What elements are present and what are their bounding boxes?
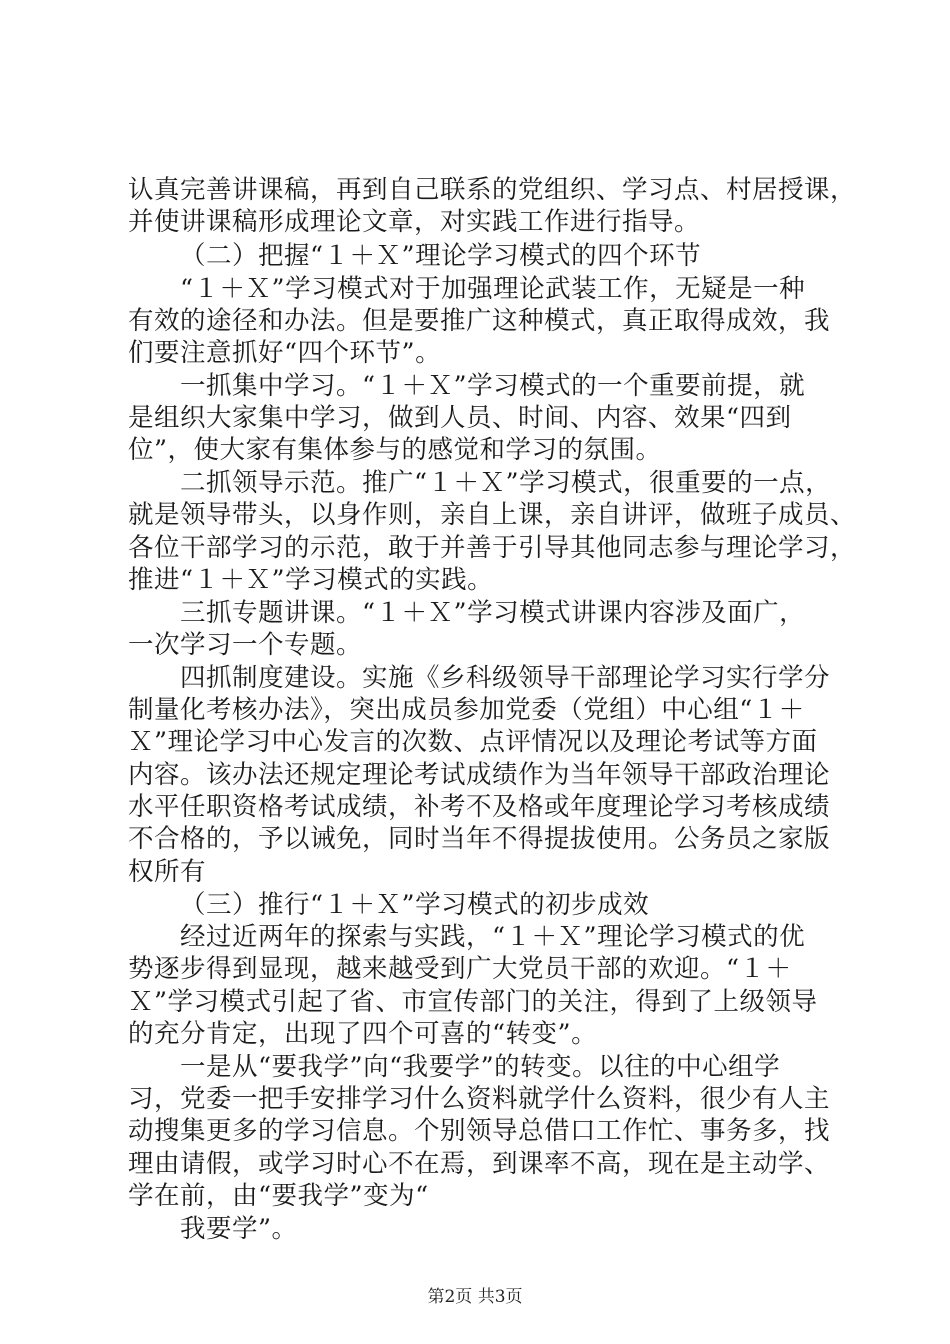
text-line: 各位干部学习的示范，敢于并善于引导其他同志参与理论学习， bbox=[128, 533, 857, 563]
text-line: 位”，使大家有集体参与的感觉和学习的氛围。 bbox=[128, 435, 662, 465]
text-line: 一次学习一个专题。 bbox=[128, 630, 363, 660]
text-line: “１＋Ｘ”学习模式对于加强理论武装工作，无疑是一种 bbox=[180, 274, 806, 304]
text-line: 内容。该办法还规定理论考试成绩作为当年领导干部政治理论 bbox=[128, 760, 831, 790]
text-line: 动搜集更多的学习信息。个别领导总借口工作忙、事务多，找 bbox=[128, 1116, 831, 1146]
text-line: 是组织大家集中学习，做到人员、时间、内容、效果“四到 bbox=[128, 403, 792, 433]
text-line: 不合格的，予以诫免，同时当年不得提拔使用。公务员之家版 bbox=[128, 824, 831, 854]
text-line: 四抓制度建设。实施《乡科级领导干部理论学习实行学分 bbox=[180, 663, 831, 693]
text-line: 水平任职资格考试成绩，补考不及格或年度理论学习考核成绩 bbox=[128, 792, 831, 822]
section-heading: （二）把握“１＋Ｘ”理论学习模式的四个环节 bbox=[180, 241, 702, 271]
text-line: 们要注意抓好“四个环节”。 bbox=[128, 338, 442, 368]
text-line: 并使讲课稿形成理论文章，对实践工作进行指导。 bbox=[128, 207, 701, 237]
text-line: 就是领导带头，以身作则，亲自上课，亲自讲评，做班子成员、 bbox=[128, 500, 857, 530]
text-line: 一抓集中学习。“１＋Ｘ”学习模式的一个重要前提，就 bbox=[180, 371, 806, 401]
text-line: 的充分肯定，出现了四个可喜的“转变”。 bbox=[128, 1019, 598, 1049]
text-line: 认真完善讲课稿，再到自己联系的党组织、学习点、村居授课， bbox=[128, 175, 857, 205]
text-line: Ｘ”学习模式引起了省、市宣传部门的关注，得到了上级领导 bbox=[128, 987, 818, 1017]
text-line: Ｘ”理论学习中心发言的次数、点评情况以及理论考试等方面 bbox=[128, 727, 818, 757]
text-line: 二抓领导示范。推广“１＋Ｘ”学习模式，很重要的一点， bbox=[180, 468, 832, 498]
text-line: 推进“１＋Ｘ”学习模式的实践。 bbox=[128, 565, 494, 595]
text-line: 一是从“要我学”向“我要学”的转变。以往的中心组学 bbox=[180, 1052, 781, 1082]
text-line: 势逐步得到显现，越来越受到广大党员干部的欢迎。“１＋ bbox=[128, 954, 792, 984]
text-line: 权所有 bbox=[128, 857, 207, 887]
text-line: 三抓专题讲课。“１＋Ｘ”学习模式讲课内容涉及面广， bbox=[180, 598, 806, 628]
text-line: 制量化考核办法》，突出成员参加党委（党组）中心组“１＋ bbox=[128, 695, 805, 725]
text-line: 学在前，由“要我学”变为“ bbox=[128, 1181, 429, 1211]
section-heading: （三）推行“１＋Ｘ”学习模式的初步成效 bbox=[180, 890, 650, 920]
text-line: 有效的途径和办法。但是要推广这种模式，真正取得成效，我 bbox=[128, 306, 831, 336]
text-line: 理由请假，或学习时心不在焉，到课率不高，现在是主动学、 bbox=[128, 1149, 831, 1179]
text-line: 我要学”。 bbox=[180, 1214, 298, 1244]
text-line: 经过近两年的探索与实践，“１＋Ｘ”理论学习模式的优 bbox=[180, 922, 806, 952]
text-line: 习，党委一把手安排学习什么资料就学什么资料，很少有人主 bbox=[128, 1084, 831, 1114]
page-footer: 第2页 共3页 bbox=[427, 1287, 523, 1307]
